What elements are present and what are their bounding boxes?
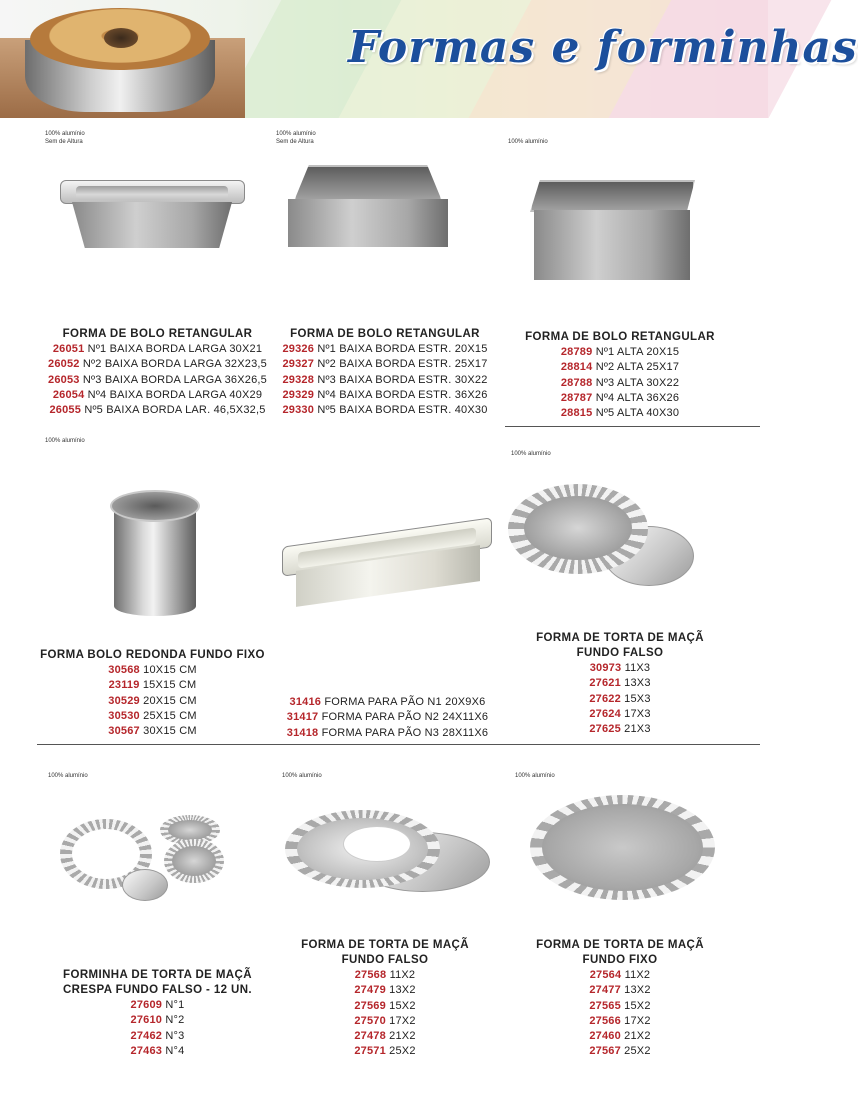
product-photo-crimped-tartlets xyxy=(60,815,245,910)
list-item xyxy=(270,999,500,1014)
list-item xyxy=(40,1013,275,1028)
product-description: 17X2 xyxy=(624,1014,651,1027)
list-item xyxy=(35,678,270,693)
product-photo-tart-pan-fixed-bottom xyxy=(530,795,715,905)
list-item xyxy=(505,391,735,406)
product-description: N°3 xyxy=(165,1029,185,1042)
product-caption xyxy=(270,327,500,418)
list-item xyxy=(505,968,735,983)
product-code: 31416 xyxy=(289,696,322,708)
product-code: 28789 xyxy=(560,346,593,358)
list-item xyxy=(40,1029,275,1044)
product-description: Nº5 BAIXA BORDA LAR. 46,5X32,5 xyxy=(84,404,266,417)
list-item xyxy=(40,1044,275,1059)
product-description: Nº2 ALTA 25X17 xyxy=(595,361,680,374)
product-description: Nº5 ALTA 40X30 xyxy=(595,407,680,420)
list-item xyxy=(40,998,275,1013)
list-item xyxy=(505,983,735,998)
list-item xyxy=(275,695,500,710)
product-description: Nº4 BAIXA BORDA LARGA 40X29 xyxy=(87,388,263,401)
product-description: Nº4 ALTA 36X26 xyxy=(595,391,680,404)
product-heading: FUNDO FALSO xyxy=(341,954,429,966)
product-code: 27571 xyxy=(354,1045,386,1058)
product-code: 27462 xyxy=(130,1029,163,1042)
product-description: 25X15 CM xyxy=(143,709,197,722)
product-code: 27569 xyxy=(354,999,386,1012)
list-item xyxy=(270,1029,500,1044)
product-code: 27568 xyxy=(354,969,387,981)
product-description: Nº3 BAIXA BORDA LARGA 36X26,5 xyxy=(82,373,267,386)
list-item xyxy=(505,692,735,707)
product-description: 11X2 xyxy=(389,969,416,981)
cake-center-hole xyxy=(104,28,138,48)
product-description: 15X3 xyxy=(624,692,651,705)
product-code: 28788 xyxy=(560,376,593,389)
product-caption xyxy=(505,631,735,737)
product-description: 10X15 CM xyxy=(143,664,197,676)
product-note: 100% alumínio xyxy=(282,773,322,779)
product-code: 28814 xyxy=(560,361,593,374)
product-code: 30567 xyxy=(108,725,140,738)
product-description: 21X2 xyxy=(389,1030,416,1043)
product-note: 100% alumínio xyxy=(48,773,88,779)
product-description: N°1 xyxy=(165,999,185,1011)
product-heading: FORMA DE TORTA DE MAÇÃ xyxy=(301,939,469,951)
product-description: 21X3 xyxy=(624,723,651,736)
product-description: N°2 xyxy=(165,1014,185,1027)
product-note: 100% alumínio xyxy=(515,773,555,779)
product-description: Nº3 ALTA 30X22 xyxy=(595,376,680,389)
product-description: FORMA PARA PÃO N2 24X11X6 xyxy=(321,711,489,724)
product-description: FORMA PARA PÃO N1 20X9X6 xyxy=(324,696,486,708)
product-description: 15X15 CM xyxy=(142,679,197,692)
product-note: Sem de Altura xyxy=(45,139,83,145)
product-heading: FORMA DE TORTA DE MAÇÃ xyxy=(536,939,704,951)
product-code: 29330 xyxy=(282,404,315,417)
product-code: 28815 xyxy=(560,407,593,420)
product-description: Nº1 ALTA 20X15 xyxy=(595,346,680,358)
product-description: 25X2 xyxy=(624,1045,651,1058)
product-description: FORMA PARA PÃO N3 28X11X6 xyxy=(321,726,489,739)
product-code: 27610 xyxy=(130,1014,163,1027)
product-photo-round-tall-pan xyxy=(110,490,200,625)
product-description: 21X2 xyxy=(624,1030,651,1043)
product-code: 27479 xyxy=(354,984,386,997)
product-description: Nº2 BAIXA BORDA LARGA 32X23,5 xyxy=(82,358,267,371)
product-photo-rect-tall-pan xyxy=(530,180,695,280)
list-item xyxy=(275,726,500,741)
product-code: 27566 xyxy=(589,1014,621,1027)
product-caption xyxy=(35,648,270,739)
list-item xyxy=(270,1014,500,1029)
product-code: 27463 xyxy=(130,1044,163,1057)
product-description: 17X2 xyxy=(389,1014,416,1027)
list-item xyxy=(270,968,500,983)
product-description: Nº3 BAIXA BORDA ESTR. 30X22 xyxy=(317,373,488,386)
list-item xyxy=(35,342,280,357)
product-code: 31417 xyxy=(286,711,319,724)
product-code: 27622 xyxy=(589,692,621,705)
product-code: 27460 xyxy=(589,1030,621,1043)
product-code: 26054 xyxy=(52,388,85,401)
product-description: Nº1 BAIXA BORDA ESTR. 20X15 xyxy=(317,343,488,355)
product-caption xyxy=(505,938,735,1060)
product-description: 13X2 xyxy=(624,984,651,997)
product-note: 100% alumínio xyxy=(276,131,316,137)
product-code: 30529 xyxy=(108,694,140,707)
product-code: 30530 xyxy=(108,709,140,722)
product-code: 26053 xyxy=(48,373,80,386)
product-heading: FORMA DE BOLO RETANGULAR xyxy=(525,331,715,343)
header-banner xyxy=(0,0,858,118)
product-code: 27564 xyxy=(589,969,622,981)
list-item xyxy=(505,376,735,391)
list-item xyxy=(270,357,500,372)
list-item xyxy=(505,661,735,676)
product-code: 27570 xyxy=(354,1014,386,1027)
product-heading: FORMA DE TORTA DE MAÇÃ xyxy=(536,632,704,644)
list-item xyxy=(270,983,500,998)
product-photo-rect-wide-pan xyxy=(60,168,245,258)
product-code: 27609 xyxy=(130,999,163,1011)
list-item xyxy=(35,709,270,724)
list-item xyxy=(270,373,500,388)
product-code: 27624 xyxy=(589,707,621,720)
product-caption xyxy=(40,968,275,1059)
product-photo-tart-pan-removable xyxy=(508,478,698,593)
product-photo-bread-pan xyxy=(282,510,492,600)
product-code: 27621 xyxy=(589,677,621,690)
list-item xyxy=(35,663,270,678)
list-item xyxy=(270,403,500,418)
product-note: 100% alumínio xyxy=(45,131,85,137)
product-description: 20X15 CM xyxy=(143,694,197,707)
product-description: 15X2 xyxy=(389,999,416,1012)
product-code: 27625 xyxy=(589,723,621,736)
product-description: 11X3 xyxy=(624,662,651,674)
product-code: 29326 xyxy=(282,343,315,355)
product-code: 27565 xyxy=(589,999,621,1012)
product-code: 27567 xyxy=(589,1045,621,1058)
product-heading: FUNDO FIXO xyxy=(582,954,658,966)
product-description: 15X2 xyxy=(624,999,651,1012)
product-heading: FUNDO FALSO xyxy=(576,647,664,659)
list-item xyxy=(505,345,735,360)
product-description: 13X3 xyxy=(624,677,651,690)
list-item xyxy=(505,360,735,375)
product-code: 23119 xyxy=(108,679,140,692)
product-note: 100% alumínio xyxy=(45,438,85,444)
product-code: 27478 xyxy=(354,1030,386,1043)
product-code: 30973 xyxy=(589,662,622,674)
list-item xyxy=(35,357,280,372)
product-description: Nº1 BAIXA BORDA LARGA 30X21 xyxy=(87,343,263,355)
product-code: 26055 xyxy=(49,404,82,417)
product-note: 100% alumínio xyxy=(511,451,551,457)
product-description: 17X3 xyxy=(624,707,651,720)
product-description: 11X2 xyxy=(624,969,651,981)
product-description: N°4 xyxy=(165,1044,185,1057)
product-caption xyxy=(270,938,500,1060)
list-item xyxy=(505,676,735,691)
list-item xyxy=(35,373,280,388)
list-item xyxy=(505,406,735,421)
product-note: 100% alumínio xyxy=(508,139,548,145)
list-item xyxy=(505,707,735,722)
product-heading: FORMINHA DE TORTA DE MAÇÃ xyxy=(63,969,252,981)
product-caption xyxy=(35,327,280,418)
list-item xyxy=(35,694,270,709)
product-heading: FORMA BOLO REDONDA FUNDO FIXO xyxy=(40,649,265,661)
list-item xyxy=(275,710,500,725)
list-item xyxy=(270,342,500,357)
product-description: 25X2 xyxy=(389,1045,416,1058)
list-item xyxy=(505,1014,735,1029)
list-item xyxy=(505,722,735,737)
product-description: 13X2 xyxy=(389,984,416,997)
product-note: Sem de Altura xyxy=(276,139,314,145)
product-code: 26051 xyxy=(52,343,85,355)
product-photo-rect-straight-pan xyxy=(288,165,448,260)
list-item xyxy=(35,388,280,403)
product-photo-tart-pan-false-bottom xyxy=(285,810,495,910)
product-code: 31418 xyxy=(286,726,319,739)
list-item xyxy=(35,724,270,739)
product-code: 28787 xyxy=(560,391,593,404)
product-code: 29327 xyxy=(282,358,315,371)
product-code: 26052 xyxy=(48,358,80,371)
list-item xyxy=(505,1029,735,1044)
product-code: 30568 xyxy=(108,664,140,676)
list-item xyxy=(505,1044,735,1059)
product-heading: CRESPA FUNDO FALSO - 12 UN. xyxy=(62,984,253,996)
product-code: 27477 xyxy=(589,984,621,997)
list-item xyxy=(270,388,500,403)
product-description: Nº2 BAIXA BORDA ESTR. 25X17 xyxy=(317,358,488,371)
product-code: 29329 xyxy=(282,388,315,401)
product-heading: FORMA DE BOLO RETANGULAR xyxy=(290,328,480,340)
product-description: Nº5 BAIXA BORDA ESTR. 40X30 xyxy=(317,404,488,417)
product-caption xyxy=(275,695,500,741)
product-heading: FORMA DE BOLO RETANGULAR xyxy=(62,328,253,340)
product-caption xyxy=(505,330,735,421)
page-title: Formas e forminhas xyxy=(348,22,858,73)
section-divider xyxy=(505,426,760,427)
list-item xyxy=(505,999,735,1014)
product-description: Nº4 BAIXA BORDA ESTR. 36X26 xyxy=(317,388,488,401)
list-item xyxy=(270,1044,500,1059)
section-divider xyxy=(37,744,760,745)
product-description: 30X15 CM xyxy=(143,725,197,738)
product-code: 29328 xyxy=(282,373,315,386)
list-item xyxy=(35,403,280,418)
